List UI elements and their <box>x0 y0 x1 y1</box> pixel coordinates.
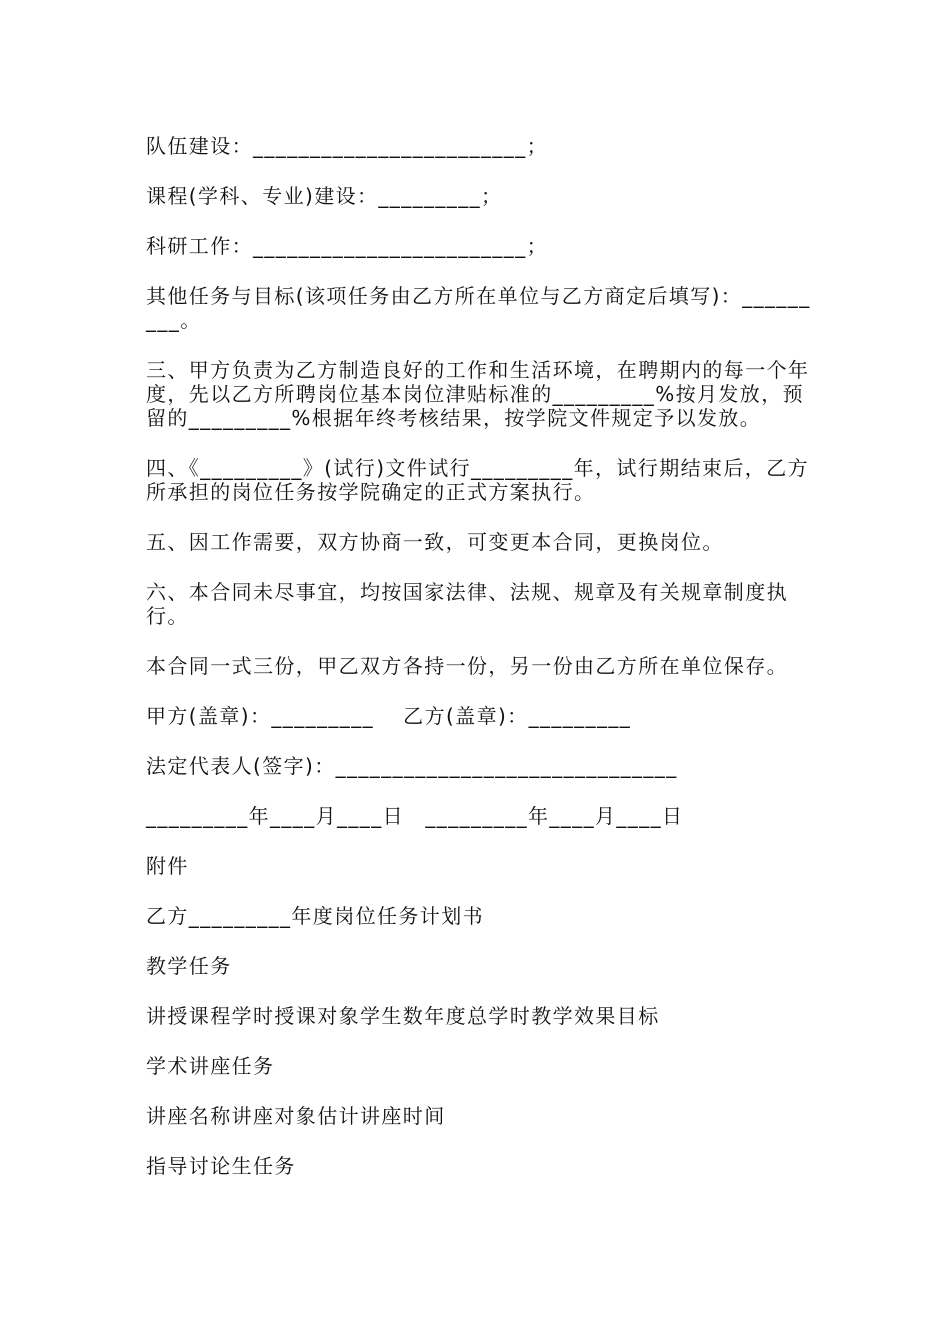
document-body <box>146 134 814 1204</box>
paragraph-team-building: 队伍建设：________________________； <box>146 134 548 158</box>
paragraph-party-seals: 甲方(盖章)：_________ 乙方(盖章)：_________ <box>146 704 632 728</box>
paragraph-dates: _________年____月____日 _________年____月____日 <box>146 804 684 828</box>
paragraph-legal-representative: 法定代表人(签字)：______________________________ <box>146 754 678 778</box>
paragraph-copies: 本合同一式三份，甲乙双方各持一份，另一份由乙方所在单位保存。 <box>146 654 788 678</box>
paragraph-lecture-columns: 讲座名称讲座对象估计讲座时间 <box>146 1104 446 1128</box>
paragraph-other-tasks: 其他任务与目标(该项任务由乙方所在单位与乙方商定后填写)：_________。 <box>146 284 811 332</box>
paragraph-attachment-heading: 附件 <box>146 854 189 878</box>
paragraph-annual-plan-title: 乙方_________年度岗位任务计划书 <box>146 904 484 928</box>
paragraph-course-building: 课程(学科、专业)建设：_________； <box>146 184 503 208</box>
paragraph-clause-5: 五、因工作需要，双方协商一致，可变更本合同，更换岗位。 <box>146 530 724 554</box>
paragraph-teaching-columns: 讲授课程学时授课对象学生数年度总学时教学效果目标 <box>146 1004 660 1028</box>
paragraph-clause-4: 四、《_________》(试行)文件试行_________年，试行期结束后，乙方所承担的岗位任务按学院确定的正式方案执行。 <box>146 456 810 504</box>
paragraph-lecture-tasks: 学术讲座任务 <box>146 1054 275 1078</box>
paragraph-teaching-tasks: 教学任务 <box>146 954 232 978</box>
paragraph-guidance-tasks: 指导讨论生任务 <box>146 1154 296 1178</box>
paragraph-clause-3: 三、甲方负责为乙方制造良好的工作和生活环境，在聘期内的每一个年度，先以乙方所聘岗位基本岗位津贴标准的_________%按月发放，预留的_________%根据年终考核结果，按学院文件规定予以发放。 <box>146 358 810 430</box>
paragraph-research-work: 科研工作：________________________； <box>146 234 548 258</box>
paragraph-clause-6: 六、本合同未尽事宜，均按国家法律、法规、规章及有关规章制度执行。 <box>146 580 788 628</box>
